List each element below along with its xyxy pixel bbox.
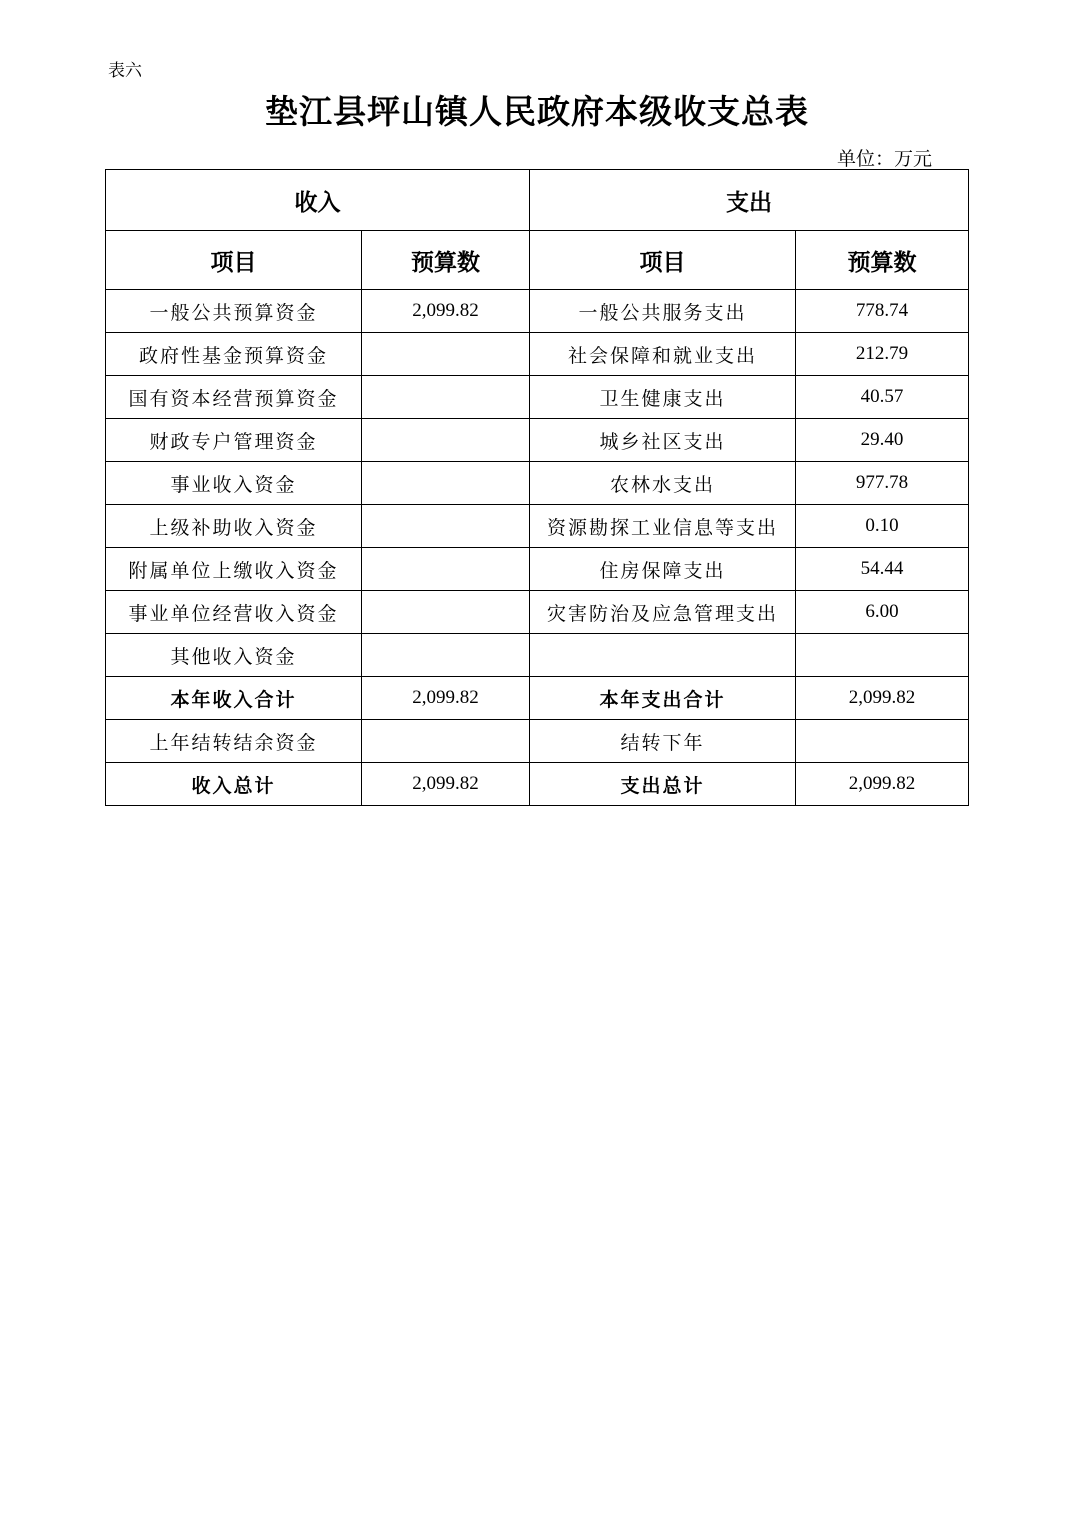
income-item-cell: 一般公共预算资金 bbox=[106, 290, 362, 333]
expense-item-header: 项目 bbox=[530, 231, 796, 290]
expense-amount-cell: 0.10 bbox=[796, 505, 969, 548]
expense-amount-cell: 29.40 bbox=[796, 419, 969, 462]
income-item-cell: 事业收入资金 bbox=[106, 462, 362, 505]
income-item-cell: 附属单位上缴收入资金 bbox=[106, 548, 362, 591]
expense-item-cell bbox=[530, 634, 796, 677]
income-amount-cell: 2,099.82 bbox=[362, 763, 530, 806]
table-row bbox=[106, 419, 969, 462]
table-row bbox=[106, 548, 969, 591]
income-amount-cell: 2,099.82 bbox=[362, 290, 530, 333]
expense-item-cell: 社会保障和就业支出 bbox=[530, 333, 796, 376]
unit-label: 单位：万元 bbox=[836, 148, 932, 170]
expense-amount-cell bbox=[796, 720, 969, 763]
table-row bbox=[106, 634, 969, 677]
expense-item-cell: 结转下年 bbox=[530, 720, 796, 763]
expense-item-cell: 一般公共服务支出 bbox=[530, 290, 796, 333]
expense-amount-cell: 2,099.82 bbox=[796, 763, 969, 806]
income-item-header: 项目 bbox=[106, 231, 362, 290]
table-row bbox=[106, 376, 969, 419]
table-row bbox=[106, 333, 969, 376]
expense-item-cell: 城乡社区支出 bbox=[530, 419, 796, 462]
expense-item-cell: 支出总计 bbox=[530, 763, 796, 806]
expense-section-header: 支出 bbox=[530, 170, 969, 231]
income-item-cell: 上年结转结余资金 bbox=[106, 720, 362, 763]
table-row bbox=[106, 505, 969, 548]
expense-item-cell: 住房保障支出 bbox=[530, 548, 796, 591]
expense-item-cell: 本年支出合计 bbox=[530, 677, 796, 720]
document-title: 垫江县坪山镇人民政府本级收支总表 bbox=[265, 92, 809, 131]
table-row bbox=[106, 720, 969, 763]
expense-amount-cell: 54.44 bbox=[796, 548, 969, 591]
expense-amount-header: 预算数 bbox=[796, 231, 969, 290]
table-row bbox=[106, 591, 969, 634]
column-header-row bbox=[106, 231, 969, 290]
budget-summary-table bbox=[105, 169, 969, 806]
expense-item-cell: 卫生健康支出 bbox=[530, 376, 796, 419]
income-item-cell: 政府性基金预算资金 bbox=[106, 333, 362, 376]
income-amount-cell bbox=[362, 548, 530, 591]
income-amount-cell: 2,099.82 bbox=[362, 677, 530, 720]
expense-item-cell: 资源勘探工业信息等支出 bbox=[530, 505, 796, 548]
income-item-cell: 国有资本经营预算资金 bbox=[106, 376, 362, 419]
table-row bbox=[106, 290, 969, 333]
income-item-cell: 收入总计 bbox=[106, 763, 362, 806]
expense-amount-cell: 778.74 bbox=[796, 290, 969, 333]
expense-item-cell: 灾害防治及应急管理支出 bbox=[530, 591, 796, 634]
income-amount-cell bbox=[362, 634, 530, 677]
income-amount-cell bbox=[362, 591, 530, 634]
table-row bbox=[106, 677, 969, 720]
table-number-label: 表六 bbox=[108, 61, 142, 81]
income-amount-cell bbox=[362, 505, 530, 548]
income-amount-cell bbox=[362, 720, 530, 763]
income-item-cell: 财政专户管理资金 bbox=[106, 419, 362, 462]
expense-amount-cell bbox=[796, 634, 969, 677]
table-row bbox=[106, 763, 969, 806]
income-item-cell: 上级补助收入资金 bbox=[106, 505, 362, 548]
income-amount-header: 预算数 bbox=[362, 231, 530, 290]
income-section-header: 收入 bbox=[106, 170, 530, 231]
expense-amount-cell: 977.78 bbox=[796, 462, 969, 505]
income-amount-cell bbox=[362, 462, 530, 505]
income-item-cell: 事业单位经营收入资金 bbox=[106, 591, 362, 634]
income-amount-cell bbox=[362, 333, 530, 376]
expense-amount-cell: 40.57 bbox=[796, 376, 969, 419]
income-amount-cell bbox=[362, 376, 530, 419]
expense-item-cell: 农林水支出 bbox=[530, 462, 796, 505]
table-row bbox=[106, 462, 969, 505]
income-item-cell: 本年收入合计 bbox=[106, 677, 362, 720]
expense-amount-cell: 2,099.82 bbox=[796, 677, 969, 720]
expense-amount-cell: 6.00 bbox=[796, 591, 969, 634]
income-item-cell: 其他收入资金 bbox=[106, 634, 362, 677]
section-header-row bbox=[106, 170, 969, 231]
income-amount-cell bbox=[362, 419, 530, 462]
expense-amount-cell: 212.79 bbox=[796, 333, 969, 376]
